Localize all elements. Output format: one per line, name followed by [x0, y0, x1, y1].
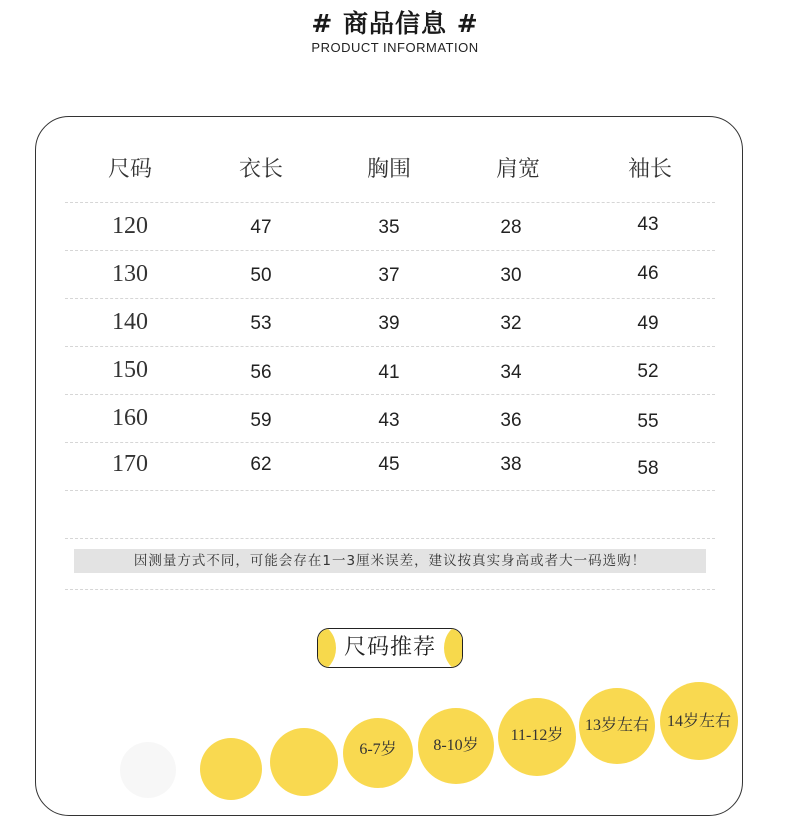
cell-size: 130 — [112, 261, 148, 287]
row-divider — [65, 346, 715, 347]
section-divider — [65, 589, 715, 590]
cell-length: 59 — [250, 410, 272, 431]
cell-chest: 45 — [378, 454, 400, 475]
age-label: 6-7岁 — [359, 741, 397, 758]
row-divider — [65, 442, 715, 443]
cell-length: 62 — [250, 454, 272, 475]
cell-chest: 39 — [378, 313, 400, 334]
row-divider — [65, 538, 715, 539]
row-divider — [65, 298, 715, 299]
size-circle — [579, 688, 655, 764]
row-divider — [65, 394, 715, 395]
cell-sleeve: 46 — [637, 263, 659, 284]
size-circle — [270, 728, 338, 796]
size-circle — [418, 708, 494, 784]
cell-shoulder: 30 — [500, 265, 522, 286]
measurement-notice: 因测量方式不同，可能会存在1一3厘米误差，建议按真实身高或者大一码选购！ — [74, 549, 706, 573]
cell-sleeve: 55 — [637, 411, 659, 432]
cell-size: 160 — [112, 405, 148, 431]
size-circle — [660, 682, 738, 760]
column-header-size: 尺码 — [107, 157, 153, 182]
cell-sleeve: 49 — [637, 313, 659, 334]
column-header-chest: 胸围 — [366, 157, 412, 182]
age-label: 13岁左右 — [584, 717, 649, 734]
cell-chest: 35 — [378, 217, 400, 238]
cell-shoulder: 34 — [500, 362, 522, 383]
cell-size: 150 — [112, 357, 148, 383]
size-circle — [343, 718, 413, 788]
size-circle — [200, 738, 262, 800]
age-label: 14岁左右 — [666, 713, 731, 730]
row-divider — [65, 202, 715, 203]
row-divider — [65, 490, 715, 491]
size-circle — [120, 742, 176, 798]
cell-length: 50 — [250, 265, 272, 286]
row-divider — [65, 250, 715, 251]
cell-sleeve: 52 — [637, 361, 659, 382]
size-recommend-title: 尺码推荐 — [343, 635, 436, 660]
age-label: 8-10岁 — [433, 737, 479, 754]
cell-size: 170 — [112, 451, 148, 477]
cell-shoulder: 32 — [500, 313, 522, 334]
age-label: 11-12岁 — [510, 727, 564, 744]
cell-size: 140 — [112, 309, 148, 335]
cell-sleeve: 43 — [637, 214, 659, 235]
cell-length: 53 — [250, 313, 272, 334]
column-header-shoulder: 肩宽 — [495, 157, 541, 182]
cell-shoulder: 38 — [500, 454, 522, 475]
page-title: # 商品信息 # — [311, 9, 479, 38]
column-header-sleeve: 袖长 — [627, 157, 673, 182]
page-subtitle: PRODUCT INFORMATION — [311, 40, 479, 55]
cell-chest: 41 — [378, 362, 400, 383]
cell-shoulder: 28 — [500, 217, 522, 238]
cell-length: 47 — [250, 217, 272, 238]
cell-chest: 37 — [378, 265, 400, 286]
cell-length: 56 — [250, 362, 272, 383]
cell-size: 120 — [112, 213, 148, 239]
cell-shoulder: 36 — [500, 410, 522, 431]
cell-sleeve: 58 — [637, 458, 659, 479]
cell-chest: 43 — [378, 410, 400, 431]
column-header-length: 衣长 — [238, 157, 284, 182]
size-recommend-badge — [317, 628, 463, 668]
size-circle — [498, 698, 576, 776]
